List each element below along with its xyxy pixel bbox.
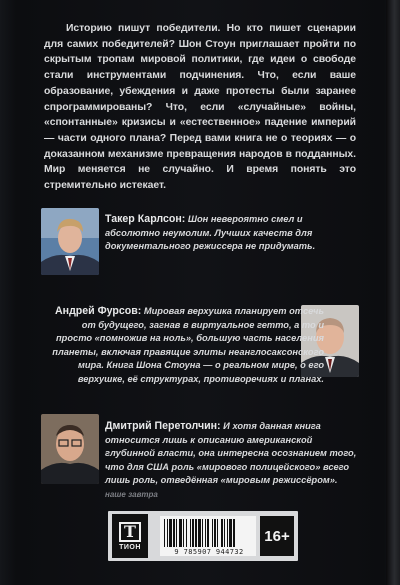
spine-edge: [386, 0, 400, 585]
publisher-name: ТИОН: [119, 543, 141, 551]
portrait-icon: [41, 414, 99, 484]
review-text: И хотя данная книга относится лишь к описанию американской глубинной власти, она интересна осознанием того, что для США роль «мирового полицейского» всего лишь роль, отведённая «мировым режиссёром».: [105, 421, 357, 486]
publisher-logo: [112, 514, 148, 558]
review-tucker-carlson: [105, 213, 357, 254]
isbn-number: 9 785907 944732: [174, 548, 244, 556]
reviewer-photo-1: [41, 208, 99, 275]
portrait-icon: [41, 208, 99, 275]
intro-text: Историю пишут победители. Но кто пишет сценарии для самих победителей? Шон Стоун приглашает пройти по скрытым тропам мировой политики, где идеи о свободе стали инструментами подчинения. Что, если ваше образование, убеждения и даже протесты были заранее спрограммированы? Что, если «случайные» войны, «спонтанные» кризисы и «естественное» падение империй — части одного плана? Перед вами книга не о теориях — о доказанном механизме превращения народов в подданных. Мир меняется не случайно. И время понять это стремительно истекает.: [44, 23, 356, 192]
barcode-icon: [160, 516, 256, 548]
reviewer-photo-3: [41, 414, 99, 484]
review-text: Шон невероятно смел и абсолютно неумолим. Лучших качеств для документального режиссера не придумать.: [105, 214, 316, 252]
review-author: Дмитрий Перетолчин:: [105, 420, 221, 432]
publisher-logo-icon: Т: [119, 522, 141, 542]
review-text: Мировая верхушка планирует отсечь от будущего, загнав в виртуальное гетто, а то и просто «помножив на ноль», большую часть населения планеты, включая правящие элиты неанглосаксонского мира. Книга Шона Стоуна — о реальном мире, о его верхушке, её структурах, противоречиях и планах.: [52, 306, 324, 384]
review-andrey-fursov: [44, 305, 324, 387]
review-dmitry-peretolchin: [105, 420, 359, 502]
source-signature: наше завтра: [105, 489, 158, 499]
review-author: Такер Карлсон:: [105, 213, 186, 225]
age-rating: 16+: [260, 516, 294, 556]
review-author: Андрей Фурсов:: [55, 305, 142, 317]
